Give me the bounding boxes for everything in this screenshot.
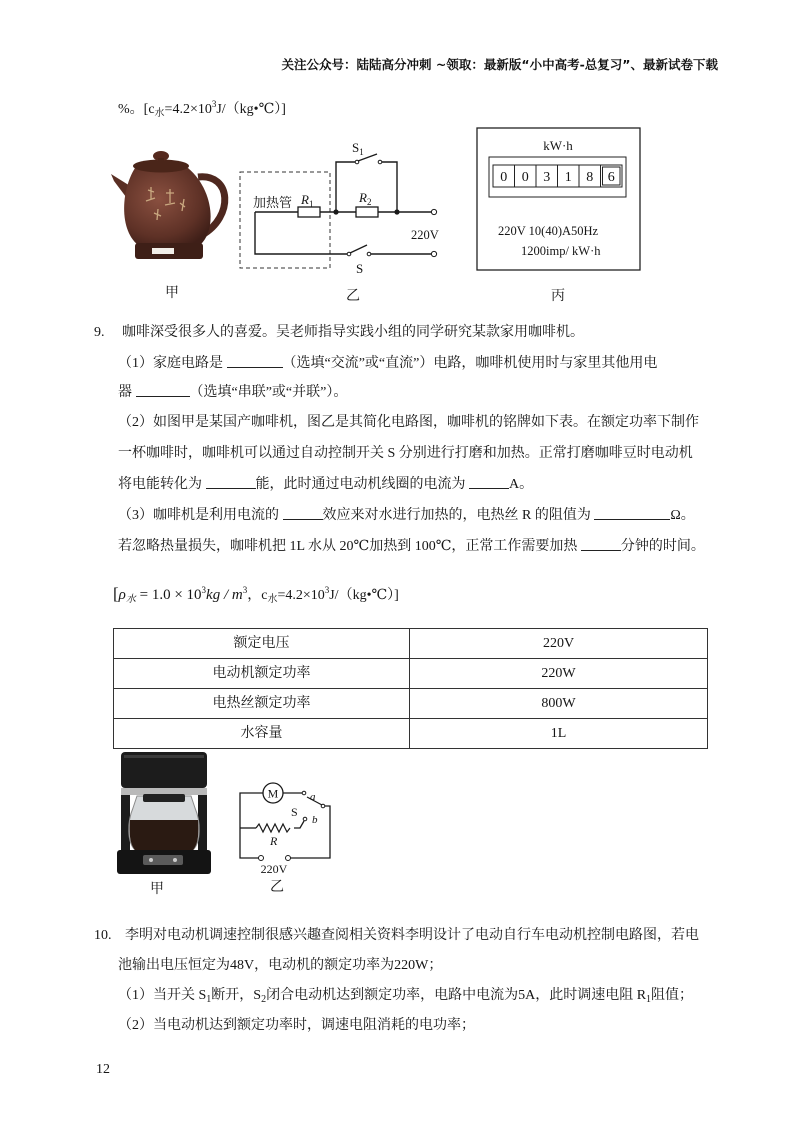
meter-digit: 6 (607, 170, 615, 185)
resistor-r (256, 824, 290, 832)
r1-label (300, 192, 313, 209)
q9-text: 器 (118, 385, 136, 400)
answer-blank (581, 537, 621, 551)
kettle-base-label (152, 248, 174, 254)
rho-exponent: 3 (201, 585, 207, 595)
switch-s-blade (350, 245, 367, 253)
meter-digit: 8 (586, 170, 594, 185)
switch-s-contact (367, 252, 371, 256)
table-cell-label: 水容量 (114, 719, 410, 749)
formula-text: J/（kg•℃）] (216, 102, 286, 117)
table-cell-label: 电热丝额定功率 (114, 689, 410, 719)
terminal (431, 209, 436, 214)
figure-label-jia: 甲 (150, 881, 164, 897)
carafe-coffee (130, 820, 199, 850)
s-label: S (356, 261, 364, 276)
c-symbol: ，c (247, 588, 268, 603)
switch-label: S (291, 805, 298, 819)
kettle-body (124, 168, 210, 245)
voltage-label: 220V (260, 862, 288, 876)
q9-text: 能，此时通过电动机线圈的电流为 (255, 477, 469, 492)
q9-text: 分钟的时间。 (620, 539, 705, 554)
table-cell-label: 电动机额定功率 (114, 659, 410, 689)
c-unit: J/（kg•℃）] (329, 588, 399, 603)
coffee-circuit-diagram (230, 778, 336, 880)
table-row (114, 719, 708, 749)
resistor-r2 (356, 207, 378, 217)
heater-label: 加热管 (253, 195, 293, 210)
subscript: 2 (261, 994, 267, 1005)
q9-part2-line1: （2）如图甲是某国产咖啡机，图乙是其简化电路图，咖啡机的铭牌如下表。在额定功率下制作 (118, 415, 699, 430)
subscript: 1 (646, 994, 652, 1005)
answer-blank (227, 354, 283, 368)
junction-dot (333, 209, 338, 214)
table-row (114, 659, 708, 689)
meter-constant: 1200imp/ kW·h (521, 244, 601, 258)
table-row (114, 689, 708, 719)
meter-digit: 3 (543, 170, 551, 185)
q9-text: （3）咖啡机是利用电流的 (118, 508, 283, 523)
r1-subscript: 1 (308, 199, 314, 209)
subscript: 1 (206, 994, 212, 1005)
control-button (149, 858, 153, 862)
terminal (431, 251, 436, 256)
r2-symbol: R (359, 190, 367, 205)
table-cell-value: 1L (410, 719, 708, 749)
rho-subscript: 水 (125, 594, 136, 605)
q9-text: 若忽略热量损失，咖啡机把 1L 水从 20℃加热到 100℃，正常工作需要加热 (118, 539, 581, 554)
r2-subscript: 2 (366, 197, 372, 207)
q9-text: A。 (509, 477, 534, 492)
s1-symbol: S (352, 140, 360, 155)
motor-label: M (267, 786, 279, 801)
formula-text: %。[c (118, 102, 155, 117)
answer-blank (136, 383, 190, 397)
q10-text: 阻值； (651, 988, 694, 1003)
c-exponent: 3 (324, 585, 330, 595)
meter-digit: 0 (521, 170, 529, 185)
terminal (259, 856, 264, 861)
heater-circuit-diagram (235, 135, 450, 285)
q10-line4: （2）当电动机达到额定功率时，调速电阻消耗的电功率； (118, 1018, 475, 1033)
r1-symbol: R (301, 192, 309, 207)
q9-text: （选填“串联”或“并联”）。 (189, 385, 348, 400)
q10-line1: 李明对电动机调速控制很感兴趣查阅相关资料李明设计了电动自行车电动机控制电路图，若电 (125, 928, 699, 943)
coffee-machine-image (113, 750, 213, 880)
table-row (114, 629, 708, 659)
contact-b-label: b (312, 814, 318, 826)
formula-text: =4.2×10 (164, 102, 212, 117)
formula-subscript: 水 (154, 108, 165, 119)
q9-text: 将电能转化为 (118, 477, 206, 492)
control-button (173, 858, 177, 862)
q10-text: （1）当开关 S (118, 988, 207, 1003)
page-number: 12 (96, 1062, 110, 1077)
q9-text: 效应来对水进行加热的，电热丝 R 的阻值为 (322, 508, 595, 523)
kettle-image (108, 145, 233, 267)
nameplate-table (113, 628, 708, 749)
answer-blank (206, 475, 256, 489)
figure-label-jia: 甲 (165, 285, 179, 301)
header-notice: 关注公众号：陆陆高分冲刺 ~领取：最新版“小中高考-总复习”、最新试卷下载 (281, 57, 718, 72)
table-cell-value: 800W (410, 689, 708, 719)
q9-intro: 咖啡深受很多人的喜爱。吴老师指导实践小组的同学研究某款家用咖啡机。 (122, 325, 584, 340)
q9-part3-line2 (118, 537, 705, 557)
answer-blank (594, 506, 670, 520)
s1-subscript: 1 (359, 147, 364, 157)
c-subscript: 水 (267, 594, 278, 605)
q9-number: 9. (94, 325, 105, 340)
q9-text: （1）家庭电路是 (118, 356, 227, 371)
meter-digit: 0 (500, 170, 508, 185)
answer-blank (283, 506, 323, 520)
formula-exponent: 3 (211, 99, 217, 109)
q9-part1-line1 (118, 354, 657, 374)
meter-digit: 1 (564, 170, 572, 185)
r2-label (358, 190, 371, 207)
q9-text: （选填“交流”或“直流”）电路，咖啡机使用时与家里其他用电 (282, 356, 658, 371)
figure-label-yi: 乙 (346, 288, 360, 304)
voltage-label: 220V (411, 228, 439, 242)
q10-number: 10. (94, 928, 112, 943)
c-value: =4.2×10 (277, 588, 325, 603)
q10-text: 断开，S (211, 988, 262, 1003)
switch-s1-contact (378, 160, 382, 164)
rho-unit: kg / m (206, 587, 243, 603)
q9-text: Ω。 (670, 508, 695, 523)
rho-value: = 1.0 × 10 (135, 587, 202, 603)
q10-line3 (118, 986, 693, 1010)
bracket: [ (113, 584, 119, 603)
q9-part2-line3 (118, 475, 533, 495)
table-cell-value: 220W (410, 659, 708, 689)
meter-unit: kW·h (543, 138, 573, 153)
contact-a (302, 791, 306, 795)
s1-label (352, 140, 364, 157)
q9-constants (113, 578, 399, 612)
carafe-lid (143, 794, 185, 802)
junction-dot (394, 209, 399, 214)
prev-question-formula (118, 94, 286, 124)
electricity-meter (470, 120, 650, 280)
q9-part1-line2 (118, 383, 347, 403)
q9-part2-line2: 一杯咖啡时，咖啡机可以通过自动控制开关 S 分别进行打磨和加热。正常打磨咖啡豆时电动机 (118, 446, 693, 461)
terminal (286, 856, 291, 861)
table-cell-label: 额定电压 (114, 629, 410, 659)
contact-a-label: a (310, 791, 316, 803)
rho-unit-exponent: 3 (242, 585, 248, 595)
q10-text: 闭合电动机达到额定功率，电路中电流为5A，此时调速电阻 R (266, 988, 647, 1003)
meter-rating: 220V 10(40)A50Hz (498, 224, 599, 238)
answer-blank (469, 475, 509, 489)
rho-symbol: ρ (118, 587, 126, 603)
figure-label-yi: 乙 (270, 879, 284, 895)
table-cell-value: 220V (410, 629, 708, 659)
q9-part3-line1 (118, 506, 695, 526)
contact-b (303, 817, 307, 821)
resistor-label: R (270, 834, 278, 848)
figure-label-bing: 丙 (551, 288, 565, 304)
machine-chrome-band (121, 788, 207, 795)
q10-line2: 池输出电压恒定为48V，电动机的额定功率为220W； (118, 958, 443, 973)
